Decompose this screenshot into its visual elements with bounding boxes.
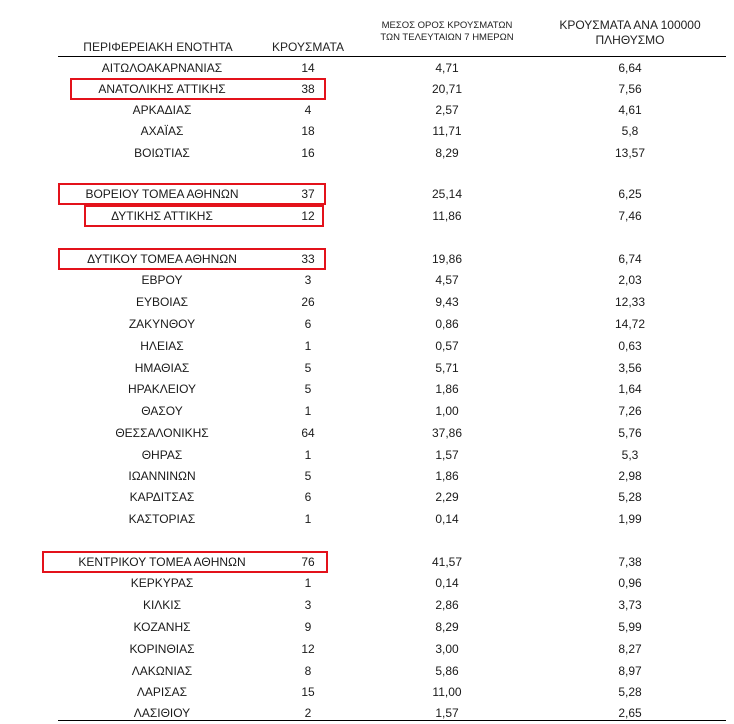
per-100000-cell: 2,98 [618,469,642,483]
average-cell: 3,00 [435,642,459,656]
region-cell: ΗΛΕΙΑΣ [140,339,184,353]
cases-cell: 14 [301,61,315,75]
table-row [0,314,734,335]
region-cell: ΚΟΖΑΝΗΣ [133,620,191,634]
table-row [0,401,734,422]
cases-cell: 15 [301,685,315,699]
region-cell: ΗΜΑΘΙΑΣ [134,361,190,375]
table-row [0,358,734,379]
region-cell: ΚΟΡΙΝΘΙΑΣ [129,642,195,656]
average-cell: 2,57 [435,103,459,117]
region-cell: ΒΟΙΩΤΙΑΣ [134,146,190,160]
average-cell: 1,00 [435,404,459,418]
average-cell: 0,14 [435,576,459,590]
per-100000-cell: 0,96 [618,576,642,590]
per-100000-cell: 7,26 [618,404,642,418]
table-row [0,79,734,100]
table-row [0,595,734,616]
per-100000-cell: 7,46 [618,209,642,223]
table-row [0,58,734,79]
per-100000-cell: 6,74 [618,252,642,266]
average-cell: 0,14 [435,512,459,526]
average-cell: 41,57 [431,555,463,569]
per-100000-cell: 3,56 [618,361,642,375]
table-row [0,336,734,357]
region-cell: ΚΙΛΚΙΣ [142,598,182,612]
cases-cell: 18 [301,124,315,138]
average-cell: 1,86 [435,382,459,396]
cases-cell: 33 [301,252,315,266]
table-row [0,682,734,703]
table-row [0,184,734,205]
table-row [0,466,734,487]
per-100000-cell: 3,73 [618,598,642,612]
region-cell: ΑΧΑΪΑΣ [140,124,184,138]
cases-cell: 1 [304,448,312,462]
average-cell: 5,86 [435,664,459,678]
average-cell: 0,86 [435,317,459,331]
per-100000-cell: 0,63 [618,339,642,353]
header-per-line-1: ΚΡΟΥΣΜΑΤΑ ΑΝΑ 100000 [559,18,701,32]
table-row [0,206,734,227]
per-100000-cell: 1,64 [618,382,642,396]
region-cell: ΛΑΣΙΘΙΟΥ [133,706,191,720]
table-row [0,423,734,444]
cases-cell: 1 [304,404,312,418]
per-100000-cell: 2,03 [618,273,642,287]
region-cell: ΛΑΡΙΣΑΣ [136,685,188,699]
table-row [0,445,734,466]
header-average-line-1: ΜΕΣΟΣ ΟΡΟΣ ΚΡΟΥΣΜΑΤΩΝ [381,20,513,31]
cases-cell: 16 [301,146,315,160]
cases-cell: 37 [301,187,315,201]
cases-cell: 12 [301,642,315,656]
region-cell: ΑΙΤΩΛΟΑΚΑΡΝΑΝΙΑΣ [101,61,223,75]
per-100000-cell: 5,8 [621,124,639,138]
region-cell: ΗΡΑΚΛΕΙΟΥ [127,382,197,396]
average-cell: 0,57 [435,339,459,353]
average-cell: 8,29 [435,620,459,634]
per-100000-cell: 7,38 [618,555,642,569]
cases-cell: 5 [304,382,312,396]
cases-cell: 5 [304,361,312,375]
region-cell: ΛΑΚΩΝΙΑΣ [131,664,193,678]
table-row [0,487,734,508]
per-100000-cell: 5,28 [618,685,642,699]
cases-cell: 76 [301,555,315,569]
cases-cell: 3 [304,273,312,287]
average-cell: 2,29 [435,490,459,504]
per-100000-cell: 8,27 [618,642,642,656]
region-cell: ΘΑΣΟΥ [141,404,183,418]
region-cell: ΕΥΒΟΙΑΣ [135,295,189,309]
header-per-line-2: ΠΛΗΘΥΣΜΟ [595,33,665,47]
table-row [0,100,734,121]
per-100000-cell: 8,97 [618,664,642,678]
region-cell: ΙΩΑΝΝΙΝΩΝ [128,469,196,483]
per-100000-cell: 2,65 [618,706,642,720]
cases-cell: 2 [304,706,312,720]
table-row [0,617,734,638]
cases-cell: 5 [304,469,312,483]
per-100000-cell: 5,99 [618,620,642,634]
average-cell: 11,00 [432,685,462,699]
region-cell: ΘΗΡΑΣ [141,448,183,462]
region-cell: ΕΒΡΟΥ [141,273,183,287]
cases-cell: 3 [304,598,312,612]
average-cell: 37,86 [431,426,463,440]
average-cell: 4,57 [435,273,459,287]
cases-cell: 12 [301,209,315,223]
per-100000-cell: 5,3 [621,448,639,462]
per-100000-cell: 5,76 [618,426,642,440]
table-row [0,573,734,594]
cases-cell: 38 [301,82,315,96]
average-cell: 19,86 [431,252,463,266]
per-100000-cell: 4,61 [618,103,642,117]
average-cell: 11,86 [432,209,462,223]
header-region: ΠΕΡΙΦΕΡΕΙΑΚΗ ΕΝΟΤΗΤΑ [83,40,233,54]
table-row [0,509,734,530]
bottom-rule [58,720,726,721]
per-100000-cell: 14,72 [614,317,646,331]
region-cell: ΔΥΤΙΚΗΣ ΑΤΤΙΚΗΣ [111,209,213,223]
cases-cell: 1 [304,512,312,526]
average-cell: 5,71 [435,361,459,375]
cases-cell: 9 [304,620,312,634]
region-cell: ΚΑΣΤΟΡΙΑΣ [128,512,196,526]
average-cell: 1,57 [435,448,459,462]
cases-cell: 6 [304,317,312,331]
region-cell: ΘΕΣΣΑΛΟΝΙΚΗΣ [115,426,209,440]
per-100000-cell: 7,56 [618,82,642,96]
average-cell: 9,43 [435,295,459,309]
average-cell: 20,71 [431,82,463,96]
average-cell: 2,86 [435,598,459,612]
region-cell: ΖΑΚΥΝΘΟΥ [128,317,196,331]
region-cell: ΔΥΤΙΚΟΥ ΤΟΜΕΑ ΑΘΗΝΩΝ [87,252,237,266]
table-row [0,639,734,660]
table-row [0,121,734,142]
table-row [0,143,734,164]
region-cell: ΑΝΑΤΟΛΙΚΗΣ ΑΤΤΙΚΗΣ [98,82,226,96]
cases-cell: 4 [304,103,312,117]
region-cell: ΚΑΡΔΙΤΣΑΣ [129,490,195,504]
average-cell: 4,71 [435,61,459,75]
per-100000-cell: 5,28 [618,490,642,504]
table-row [0,249,734,270]
average-cell: 1,86 [435,469,459,483]
cases-cell: 64 [301,426,315,440]
cases-cell: 26 [301,295,315,309]
region-cell: ΑΡΚΑΔΙΑΣ [132,103,192,117]
average-cell: 1,57 [435,706,459,720]
per-100000-cell: 6,64 [618,61,642,75]
average-cell: 8,29 [435,146,459,160]
region-cell: ΚΕΡΚΥΡΑΣ [130,576,194,590]
region-cell: ΚΕΝΤΡΙΚΟΥ ΤΟΜΕΑ ΑΘΗΝΩΝ [78,555,246,569]
cases-cell: 1 [304,339,312,353]
per-100000-cell: 13,57 [614,146,646,160]
header-cases: ΚΡΟΥΣΜΑΤΑ [272,40,344,54]
average-cell: 25,14 [431,187,463,201]
table-row [0,379,734,400]
region-cell: ΒΟΡΕΙΟΥ ΤΟΜΕΑ ΑΘΗΝΩΝ [85,187,239,201]
per-100000-cell: 12,33 [614,295,646,309]
average-cell: 11,71 [432,124,462,138]
table-row [0,661,734,682]
cases-cell: 6 [304,490,312,504]
per-100000-cell: 6,25 [618,187,642,201]
table-row [0,270,734,291]
table-row [0,292,734,313]
cases-cell: 8 [304,664,312,678]
header-average-line-2: ΤΩΝ ΤΕΛΕΥΤΑΙΩΝ 7 ΗΜΕΡΩΝ [380,31,514,43]
per-100000-cell: 1,99 [618,512,642,526]
cases-cell: 1 [304,576,312,590]
table-row [0,552,734,573]
